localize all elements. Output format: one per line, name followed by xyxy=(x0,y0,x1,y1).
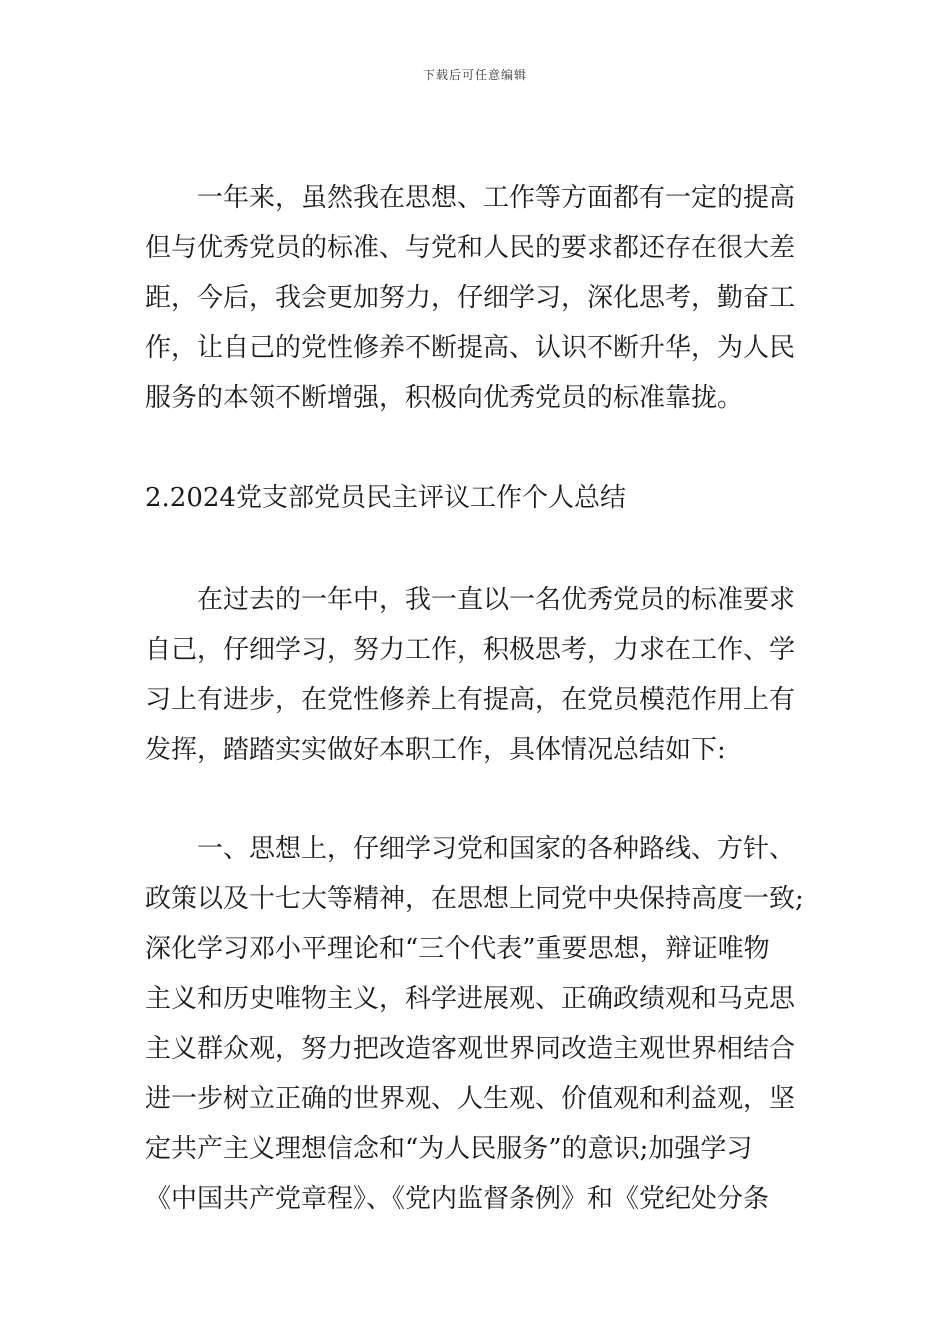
text-line: 服务的本领不断增强，积极向优秀党员的标准靠拢。 xyxy=(145,383,744,413)
text-line: 在过去的一年中，我一直以一名优秀党员的标准要求 xyxy=(145,585,796,615)
text-line: 作，让自己的党性修养不断提高、认识不断升华，为人民 xyxy=(145,333,796,363)
text-line: 一、思想上，仔细学习党和国家的各种路线、方针、 xyxy=(145,834,796,864)
text-line: 习上有进步，在党性修养上有提高，在党员模范作用上有 xyxy=(145,685,796,715)
text-line: 一年来，虽然我在思想、工作等方面都有一定的提高 xyxy=(145,183,796,213)
text-line: 深化学习邓小平理论和“三个代表”重要思想，辩证唯物 xyxy=(145,934,770,964)
text-line: 政策以及十七大等精神，在思想上同党中央保持高度一致; xyxy=(145,884,804,914)
text-line: 《中国共产党章程》、《党内监督条例》和《党纪处分条 xyxy=(145,1184,770,1214)
text-line: 自己，仔细学习，努力工作，积极思考，力求在工作、学 xyxy=(145,635,796,665)
paragraph-ideology xyxy=(145,824,810,1224)
text-line: 定共产主义理想信念和“为人民服务”的意识;加强学习 xyxy=(145,1134,753,1164)
text-line: 主义和历史唯物主义，科学进展观、正确政绩观和马克思 xyxy=(145,984,796,1014)
section-heading: 2.2024党支部党员民主评议工作个人总结 xyxy=(145,483,626,513)
text-line: 但与优秀党员的标准、与党和人民的要求都还存在很大差 xyxy=(145,233,796,263)
text-line: 距，今后，我会更加努力，仔细学习，深化思考，勤奋工 xyxy=(145,283,796,313)
text-line: 主义群众观，努力把改造客观世界同改造主观世界相结合 xyxy=(145,1034,796,1064)
text-line: 进一步树立正确的世界观、人生观、价值观和利益观，坚 xyxy=(145,1084,796,1114)
text-line: 发挥，踏踏实实做好本职工作，具体情况总结如下: xyxy=(145,735,726,765)
paragraph-summary-conclusion xyxy=(145,173,810,423)
page-header: 下载后可任意编辑 xyxy=(422,68,527,82)
paragraph-intro xyxy=(145,575,810,775)
